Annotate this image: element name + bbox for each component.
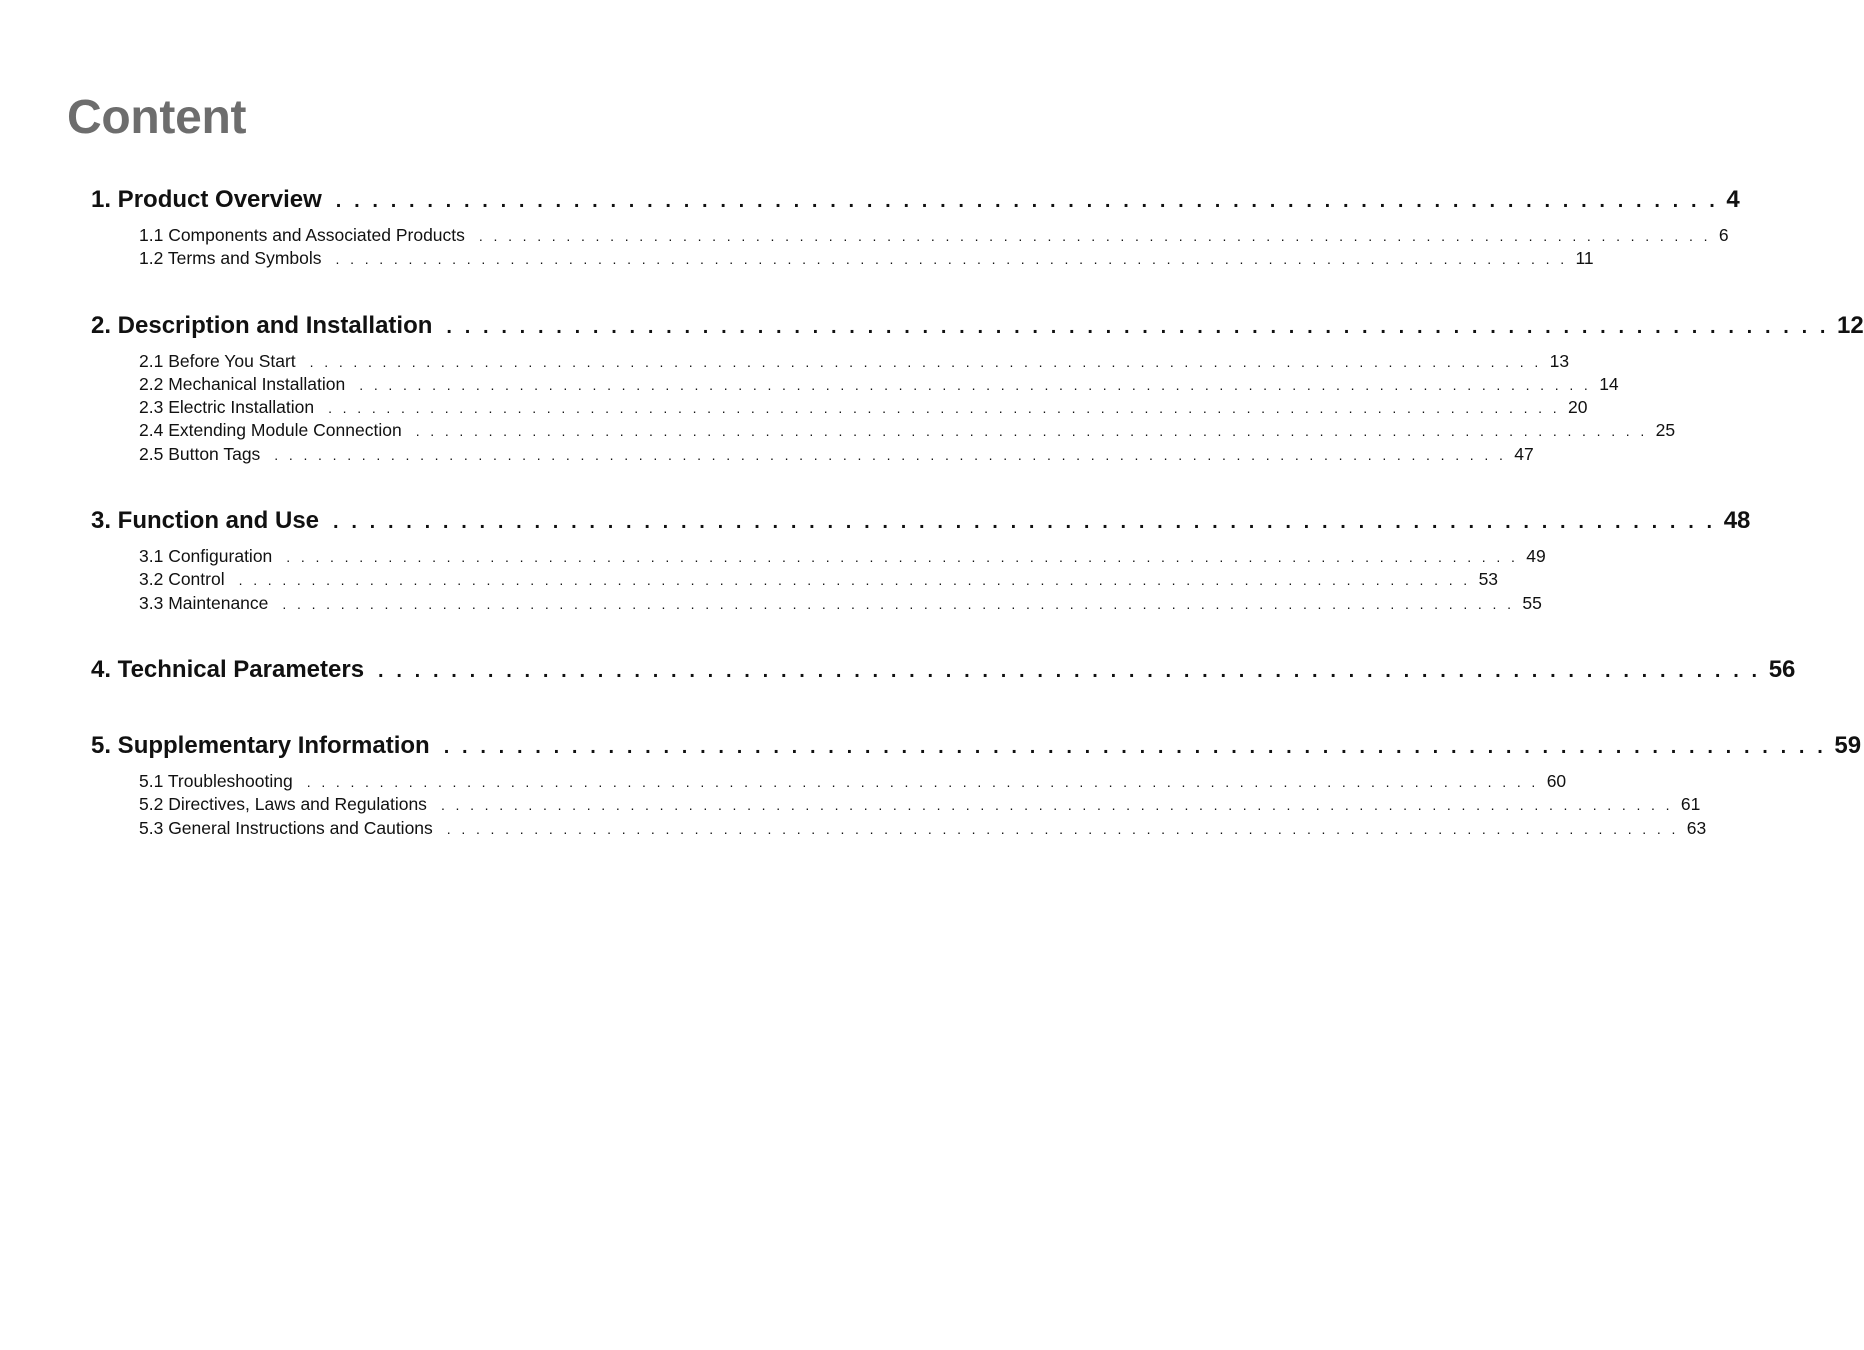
toc-section-2	[91, 306, 1864, 466]
toc-subentry-before-you-start[interactable]	[139, 350, 1570, 373]
toc-subentry-control[interactable]	[139, 568, 1499, 591]
toc-subentry-components[interactable]	[139, 224, 1729, 247]
toc-subentry-terms-symbols[interactable]	[139, 247, 1594, 270]
toc-page-number: 47	[1514, 443, 1534, 464]
toc-subentry-electric-installation[interactable]	[139, 396, 1588, 419]
dot-leader: . . . . . . . . . . . . . . . . . . . . . . . . . . . . . . . . . . . . . . . . . . . . . . . . . . . . . . . . . . . . . . . . . . . . . . . . . . . . . . . . . . . . .	[446, 820, 1679, 837]
toc-subentry-label: 5.1 Troubleshooting	[139, 770, 293, 791]
dot-leader: . . . . . . . . . . . . . . . . . . . . . . . . . . . . . . . . . . . . . . . . . . . . . . . . . . . . . . . . . . . . . . . . . . . . . . . . . . . . . . . . . . . . .	[335, 251, 1568, 268]
toc-subentry-label: 2.2 Mechanical Installation	[139, 373, 346, 394]
dot-leader: . . . . . . . . . . . . . . . . . . . . . . . . . . . . . . . . . . . . . . . . . . . . . . . . . . . . . . . . . . . . . . . . . . . . . . . . . . . . . . . . . . . . .	[359, 376, 1592, 393]
toc-page-number: 59	[1834, 731, 1862, 759]
toc-page-number: 61	[1680, 794, 1701, 815]
toc-section-1	[91, 180, 1740, 271]
toc-page-number: 11	[1575, 248, 1594, 269]
toc-subentry-label: 1.1 Components and Associated Products	[139, 225, 465, 245]
dot-leader: . . . . . . . . . . . . . . . . . . . . . . . . . . . . . . . . . . . . . . . . . . . . . . . . . . . . . . . . . . . . . . . . . . . . . . . . . . . .	[446, 315, 1830, 338]
toc-page-number: 13	[1549, 350, 1570, 371]
toc-subentry-label: 3.1 Configuration	[139, 546, 273, 567]
toc-entry-supplementary-information[interactable]	[91, 726, 1862, 766]
dot-leader: . . . . . . . . . . . . . . . . . . . . . . . . . . . . . . . . . . . . . . . . . . . . . . . . . . . . . . . . . . . . . . . . . . . . . . . . . . . . . . . . . . . . .	[282, 595, 1515, 612]
toc-page-number: 49	[1526, 546, 1546, 567]
dot-leader: . . . . . . . . . . . . . . . . . . . . . . . . . . . . . . . . . . . . . . . . . . . . . . . . . . . . . . . . . . . . . . . . . . . . . . . . . . . .	[333, 511, 1716, 534]
dot-leader: . . . . . . . . . . . . . . . . . . . . . . . . . . . . . . . . . . . . . . . . . . . . . . . . . . . . . . . . . . . . . . . . . . . . . . . . . . . .	[335, 190, 1719, 212]
toc-page-number: 14	[1599, 373, 1619, 394]
toc-subsection-list	[91, 224, 1729, 271]
toc-subentry-mechanical-installation[interactable]	[139, 373, 1619, 396]
toc-subentry-extending-module[interactable]	[139, 419, 1676, 442]
toc-page-number: 55	[1522, 592, 1542, 613]
toc-subentry-label: 2.3 Electric Installation	[139, 397, 315, 418]
toc-subentry-label: 3.2 Control	[139, 569, 225, 590]
toc-entry-technical-parameters[interactable]	[91, 650, 1796, 690]
toc-subentry-label: 5.3 General Instructions and Cautions	[139, 817, 433, 838]
dot-leader: . . . . . . . . . . . . . . . . . . . . . . . . . . . . . . . . . . . . . . . . . . . . . . . . . . . . . . . . . . . . . . . . . . . . . . . . . . . . . . . . . . . . .	[286, 549, 1519, 566]
toc-page-number: 6	[1718, 225, 1729, 245]
dot-leader: . . . . . . . . . . . . . . . . . . . . . . . . . . . . . . . . . . . . . . . . . . . . . . . . . . . . . . . . . . . . . . . . . . . . . . . . . . . . . . . . . . . . .	[238, 572, 1471, 589]
dot-leader: . . . . . . . . . . . . . . . . . . . . . . . . . . . . . . . . . . . . . . . . . . . . . . . . . . . . . . . . . . . . . . . . . . . . . . . . . . . . . . . . . . . . .	[274, 446, 1507, 463]
toc-page-number: 4	[1726, 186, 1740, 213]
toc-entry-label: 1. Product Overview	[91, 186, 322, 213]
toc-subsection-list	[91, 770, 1707, 840]
toc-page-number: 60	[1546, 770, 1567, 791]
page-title: Content	[67, 91, 247, 144]
toc-subentry-maintenance[interactable]	[139, 592, 1542, 615]
dot-leader: . . . . . . . . . . . . . . . . . . . . . . . . . . . . . . . . . . . . . . . . . . . . . . . . . . . . . . . . . . . . . . . . . . . . . . . . . . . . . . . . . . . . .	[309, 353, 1542, 370]
toc-subentry-label: 2.5 Button Tags	[139, 443, 261, 464]
toc-subsection-list	[91, 350, 1676, 466]
dot-leader: . . . . . . . . . . . . . . . . . . . . . . . . . . . . . . . . . . . . . . . . . . . . . . . . . . . . . . . . . . . . . . . . . . . . . . . . . . . .	[378, 659, 1761, 682]
toc-subentry-label: 1.2 Terms and Symbols	[139, 248, 322, 269]
toc-page-number: 25	[1655, 420, 1676, 441]
toc-page-number: 63	[1686, 817, 1707, 838]
dot-leader: . . . . . . . . . . . . . . . . . . . . . . . . . . . . . . . . . . . . . . . . . . . . . . . . . . . . . . . . . . . . . . . . . . . . . . . . . . . . . . . . . . . . .	[478, 228, 1711, 244]
dot-leader: . . . . . . . . . . . . . . . . . . . . . . . . . . . . . . . . . . . . . . . . . . . . . . . . . . . . . . . . . . . . . . . . . . . . . . . . . . . . . . . . . . . . .	[328, 400, 1561, 417]
toc-subentry-directives-laws[interactable]	[139, 793, 1701, 816]
toc-section-5	[91, 726, 1862, 840]
toc-section-4	[91, 650, 1796, 690]
toc-page-number: 48	[1723, 507, 1751, 535]
toc-subentry-label: 5.2 Directives, Laws and Regulations	[139, 794, 427, 815]
dot-leader: . . . . . . . . . . . . . . . . . . . . . . . . . . . . . . . . . . . . . . . . . . . . . . . . . . . . . . . . . . . . . . . . . . . . . . . . . . . .	[443, 735, 1827, 758]
toc-subsection-list	[91, 545, 1546, 615]
toc-subentry-configuration[interactable]	[139, 545, 1546, 568]
toc-entry-label: 3. Function and Use	[91, 507, 320, 535]
toc-entry-label: 5. Supplementary Information	[91, 731, 430, 759]
toc-subentry-troubleshooting[interactable]	[139, 770, 1567, 793]
toc-page-number: 53	[1478, 569, 1499, 590]
dot-leader: . . . . . . . . . . . . . . . . . . . . . . . . . . . . . . . . . . . . . . . . . . . . . . . . . . . . . . . . . . . . . . . . . . . . . . . . . . . . . . . . . . . . .	[306, 773, 1539, 790]
toc-entry-label: 2. Description and Installation	[91, 311, 433, 339]
toc-subentry-label: 2.4 Extending Module Connection	[139, 420, 402, 441]
toc-entry-product-overview[interactable]	[91, 180, 1740, 220]
toc-section-3	[91, 501, 1751, 615]
toc-subentry-label: 3.3 Maintenance	[139, 592, 269, 613]
toc-page-number: 12	[1837, 311, 1864, 339]
table-of-contents	[91, 180, 1864, 875]
toc-subentry-label: 2.1 Before You Start	[139, 350, 296, 371]
toc-entry-label: 4. Technical Parameters	[91, 655, 365, 683]
toc-subentry-button-tags[interactable]	[139, 443, 1534, 466]
dot-leader: . . . . . . . . . . . . . . . . . . . . . . . . . . . . . . . . . . . . . . . . . . . . . . . . . . . . . . . . . . . . . . . . . . . . . . . . . . . . . . . . . . . . .	[440, 797, 1673, 814]
toc-entry-function-use[interactable]	[91, 501, 1751, 541]
dot-leader: . . . . . . . . . . . . . . . . . . . . . . . . . . . . . . . . . . . . . . . . . . . . . . . . . . . . . . . . . . . . . . . . . . . . . . . . . . . . . . . . . . . . .	[415, 423, 1648, 440]
toc-subentry-general-instructions[interactable]	[139, 817, 1707, 840]
toc-entry-description-installation[interactable]	[91, 306, 1864, 346]
toc-page-number: 20	[1568, 397, 1588, 418]
toc-page-number: 56	[1768, 655, 1796, 683]
